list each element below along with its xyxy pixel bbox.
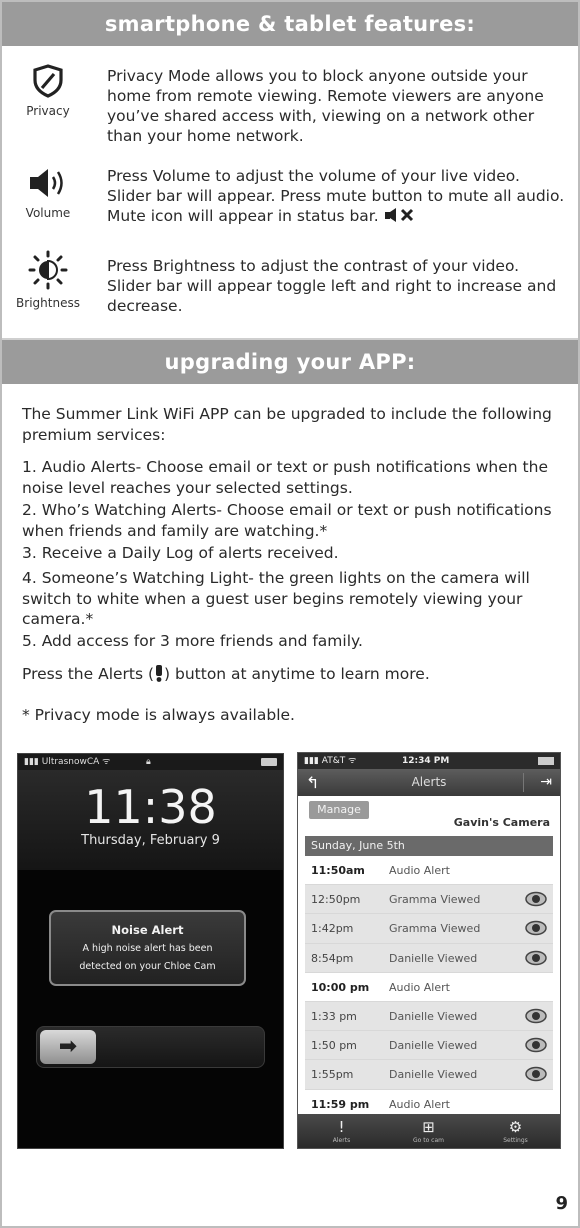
alert-row-desc: Gramma Viewed — [389, 922, 481, 936]
alert-row[interactable] — [305, 914, 553, 943]
upgrading-banner: upgrading your APP: — [2, 340, 578, 384]
noise-alert-line-2: detected on your Chloe Cam — [79, 961, 216, 972]
privacy-icon-block — [10, 64, 86, 118]
lock-icon: 🔒︎ — [146, 757, 151, 767]
features-banner: smartphone & tablet features: — [2, 2, 578, 46]
eye-icon — [525, 1037, 547, 1053]
shield-icon — [32, 64, 64, 98]
press-alerts-before: Press the Alerts ( — [22, 665, 155, 683]
alert-row-desc: Audio Alert — [389, 1097, 450, 1111]
grid-icon: ⊞ — [422, 1118, 435, 1136]
lock-carrier: UltrasnowCA — [41, 757, 100, 767]
alerts-nav-bar — [298, 769, 560, 796]
alert-row-time: 1:42pm — [311, 922, 354, 936]
day-header: Sunday, June 5th — [305, 836, 553, 856]
volume-text — [107, 166, 567, 226]
press-alerts-line — [22, 664, 567, 685]
alert-row-time: 1:33 pm — [311, 1009, 357, 1023]
alerts-status-time: 12:34 PM — [402, 756, 450, 766]
alerts-tab-bar — [298, 1114, 560, 1148]
lock-body — [18, 870, 283, 1149]
brightness-icon-block — [10, 250, 86, 310]
upgrade-item-1: 1. Audio Alerts- Choose email or text or push notifications when the noise level reaches your selected settings. — [22, 458, 548, 497]
eye-icon — [525, 1066, 547, 1082]
upgrade-item-2: 2. Who’s Watching Alerts- Choose email or text or push notifications when friends and family are watching.* — [22, 501, 552, 540]
exit-door-icon[interactable]: ⇥ — [540, 774, 552, 790]
privacy-text: Privacy Mode allows you to block anyone outside your home from remote viewing. Remote viewers are anyone you’ve shared access with, viewing on a network other than your home network. — [107, 67, 544, 145]
mute-icon — [384, 207, 418, 223]
sun-icon — [28, 250, 68, 290]
noise-alert-notification[interactable] — [49, 910, 246, 986]
tab-settings[interactable] — [472, 1114, 559, 1148]
alert-row-time: 1:50 pm — [311, 1039, 357, 1053]
alert-row[interactable] — [305, 1060, 553, 1089]
alert-row-desc: Danielle Viewed — [389, 951, 478, 965]
press-alerts-after: ) button at anytime to learn more. — [164, 665, 430, 683]
upgrade-item-3: 3. Receive a Daily Log of alerts received. — [22, 544, 339, 562]
exclamation-icon — [154, 664, 164, 682]
alert-row-desc: Audio Alert — [389, 864, 450, 877]
back-arrow-icon[interactable]: ↰ — [306, 773, 320, 792]
tab-go-to-cam-label: Go to cam — [413, 1137, 444, 1144]
privacy-footnote: * Privacy mode is always available. — [22, 706, 295, 724]
alert-row-desc: Danielle Viewed — [389, 1009, 478, 1023]
upgrade-intro: The Summer Link WiFi APP can be upgraded to include the following premium services: — [22, 405, 552, 444]
alert-row[interactable] — [305, 973, 553, 1002]
alerts-wifi-icon: ᯤ — [348, 756, 357, 766]
alert-row[interactable] — [305, 1002, 553, 1031]
alert-row[interactable] — [305, 1031, 553, 1060]
tab-alerts-label: Alerts — [332, 1137, 351, 1144]
upgrade-item-5: 5. Add access for 3 more friends and family. — [22, 632, 363, 650]
lock-clock-area — [18, 770, 283, 870]
eye-icon — [525, 920, 547, 936]
wifi-icon: ᯤ — [102, 757, 111, 767]
noise-alert-body — [51, 940, 244, 976]
alert-row-time: 11:50am — [311, 864, 365, 877]
alert-row-time: 8:54pm — [311, 951, 354, 965]
alert-row-time: 12:50pm — [311, 893, 361, 907]
battery-icon — [261, 758, 277, 766]
alerts-carrier: AT&T — [321, 756, 346, 766]
eye-icon — [525, 1008, 547, 1024]
lock-time: 11:38 — [84, 780, 217, 834]
unlock-arrow-icon[interactable]: ➡ — [40, 1030, 96, 1064]
upgrade-item-4: 4. Someone’s Watching Light- the green lights on the camera will switch to white when a guest user begins remotely viewing your camera.* — [22, 569, 530, 628]
alert-exclamation-icon: ! — [338, 1118, 345, 1136]
eye-icon — [525, 950, 547, 966]
alert-row-time: 10:00 pm — [311, 980, 370, 994]
alerts-battery-icon — [538, 757, 554, 765]
alert-row-desc: Gramma Viewed — [389, 893, 481, 907]
speaker-icon — [26, 166, 70, 200]
brightness-text: Press Brightness to adjust the contrast of your video. Slider bar will appear toggle left and right to increase and decrease. — [107, 257, 557, 315]
alerts-screen-phone — [297, 752, 561, 1149]
alert-row-desc: Danielle Viewed — [389, 1068, 478, 1082]
alert-row-time: 11:59 pm — [311, 1097, 370, 1111]
lock-date: Thursday, February 9 — [81, 833, 220, 848]
alert-row-desc: Audio Alert — [389, 980, 450, 994]
gear-icon: ⚙ — [508, 1118, 523, 1136]
alert-row-time: 1:55pm — [311, 1068, 354, 1082]
eye-icon — [525, 891, 547, 907]
page-number: 9 — [555, 1193, 568, 1214]
alerts-list — [305, 856, 553, 1119]
slide-to-unlock[interactable] — [36, 1026, 265, 1068]
volume-caption: Volume — [25, 206, 71, 220]
lock-signal-icon: ▮▮▮ — [24, 757, 39, 767]
alert-row[interactable] — [305, 885, 553, 914]
tab-settings-label: Settings — [503, 1137, 528, 1144]
manage-button[interactable]: Manage — [309, 801, 369, 819]
noise-alert-title: Noise Alert — [111, 923, 184, 937]
lock-screen-phone — [17, 753, 284, 1149]
alerts-status-bar — [298, 753, 560, 769]
alert-row[interactable] — [305, 944, 553, 973]
camera-name: Gavin's Camera — [453, 816, 550, 829]
lock-status-bar — [18, 754, 283, 770]
privacy-caption: Privacy — [26, 104, 70, 118]
nav-separator — [523, 773, 524, 792]
volume-icon-block — [10, 166, 86, 220]
alert-row-desc: Danielle Viewed — [389, 1039, 478, 1053]
alerts-signal-icon: ▮▮▮ — [304, 756, 319, 766]
alert-row[interactable] — [305, 856, 553, 885]
noise-alert-line-1: A high noise alert has been — [82, 943, 213, 954]
brightness-caption: Brightness — [16, 296, 80, 310]
alerts-nav-title: Alerts — [411, 775, 447, 789]
tab-go-to-cam[interactable] — [385, 1114, 472, 1148]
volume-text-body: Press Volume to adjust the volume of your live video. Slider bar will appear. Press mute button to mute all audio. Mute icon will appear in status bar. — [107, 167, 565, 225]
tab-alerts[interactable] — [298, 1114, 385, 1148]
